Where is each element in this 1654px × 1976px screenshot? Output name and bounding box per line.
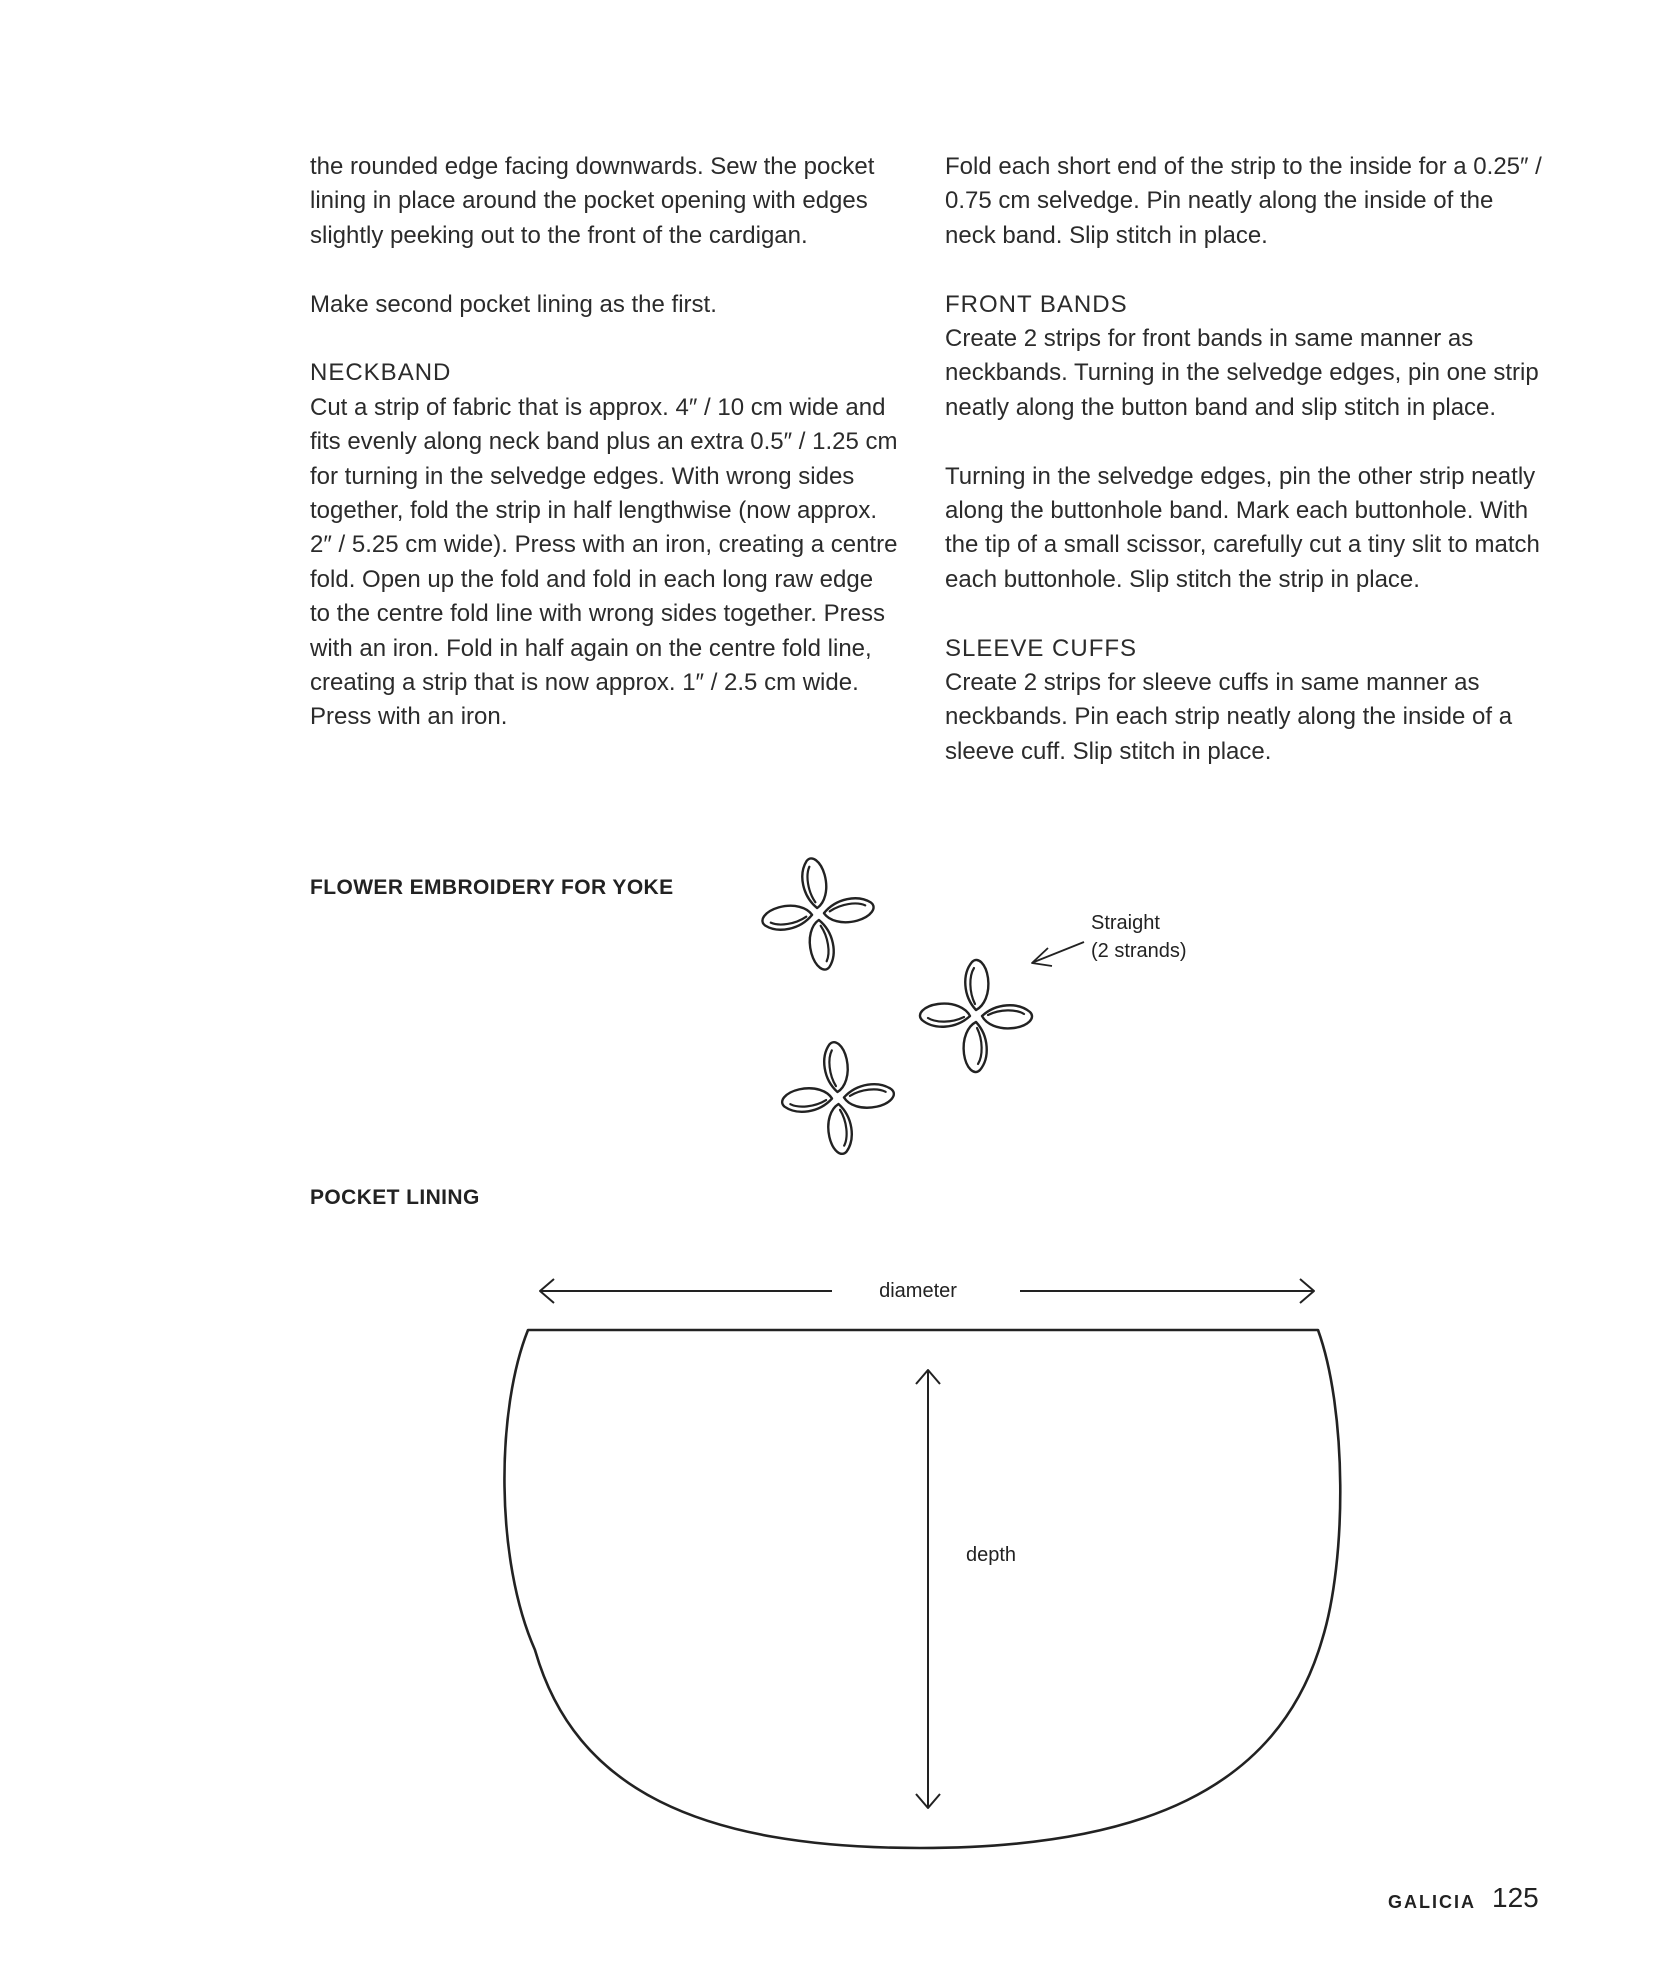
- pocket-lining-outline: [504, 1330, 1340, 1848]
- depth-label: depth: [966, 1544, 1017, 1566]
- depth-arrow: [916, 1370, 940, 1808]
- buttonhole-band-text: Turning in the selvedge edges, pin the other strip neatly along the buttonhole band. Mark each buttonhole. With the tip of a small scissor, carefully cut a tiny slit to match each buttonhole. Slip stitch the strip in place.: [945, 462, 1540, 593]
- petal: [982, 1005, 1032, 1028]
- pocket-lining-title: POCKET LINING: [310, 1186, 480, 1209]
- front-bands-heading: FRONT BANDS: [945, 290, 1128, 318]
- neckband-heading: NECKBAND: [310, 359, 452, 387]
- petal: [964, 1022, 987, 1072]
- petal: [920, 1004, 970, 1027]
- diameter-label: diameter: [879, 1280, 957, 1302]
- petal: [807, 918, 837, 971]
- petal: [761, 903, 814, 933]
- page-number: 125: [1492, 1882, 1539, 1913]
- straight-stitch-arrow: [1032, 942, 1084, 966]
- annotation-line1: Straight: [1091, 912, 1160, 934]
- pocket-instructions-cont: the rounded edge facing downwards. Sew the pocket lining in place around the pocket opening with edges slightly peeking out to the front of the cardigan.: [310, 153, 875, 249]
- petal: [822, 896, 875, 926]
- petal: [826, 1103, 853, 1155]
- neckband-finish-text: Fold each short end of the strip to the inside for a 0.25″ / 0.75 cm selvedge. Pin neatly along the inside of the neck band. Slip stitch in place.: [945, 153, 1542, 249]
- flower-motif-2: [920, 960, 1032, 1072]
- sleeve-cuffs-heading: SLEEVE CUFFS: [945, 634, 1138, 662]
- petal: [843, 1082, 895, 1109]
- petal: [822, 1041, 849, 1093]
- petal: [781, 1086, 833, 1113]
- second-pocket-note: Make second pocket lining as the first.: [310, 290, 717, 318]
- petal: [800, 857, 830, 910]
- footer-series-name: GALICIA: [1388, 1892, 1476, 1912]
- sleeve-cuffs-text: Create 2 strips for sleeve cuffs in same manner as neckbands. Pin each strip neatly along the inside of a sleeve cuff. Slip stitch in place.: [945, 669, 1513, 765]
- flower-motif-1: [761, 857, 875, 971]
- neckband-text: Cut a strip of fabric that is approx. 4″ / 10 cm wide and fits evenly along neck band plus an extra 0.5″ / 1.25 cm for turning in the selvedge edges. With wrong sides together, fold the strip in half lengthwise (now approx. 2″ / 5.25 cm wide). Press with an iron, creating a centre fold. Open up the fold and fold in each long raw edge to the centre fold line with wrong sides together. Press with an iron. Fold in half again on the centre fold line, creating a strip that is now approx. 1″ / 2.5 cm wide. Press with an iron.: [310, 393, 898, 731]
- front-bands-text: Create 2 strips for front bands in same manner as neckbands. Turning in the selvedge edges, pin one strip neatly along the button band and slip stitch in place.: [945, 325, 1539, 421]
- annotation-line2: (2 strands): [1091, 940, 1187, 962]
- petal: [965, 960, 988, 1010]
- flower-embroidery-title: FLOWER EMBROIDERY FOR YOKE: [310, 876, 674, 899]
- flower-motif-3: [781, 1041, 895, 1155]
